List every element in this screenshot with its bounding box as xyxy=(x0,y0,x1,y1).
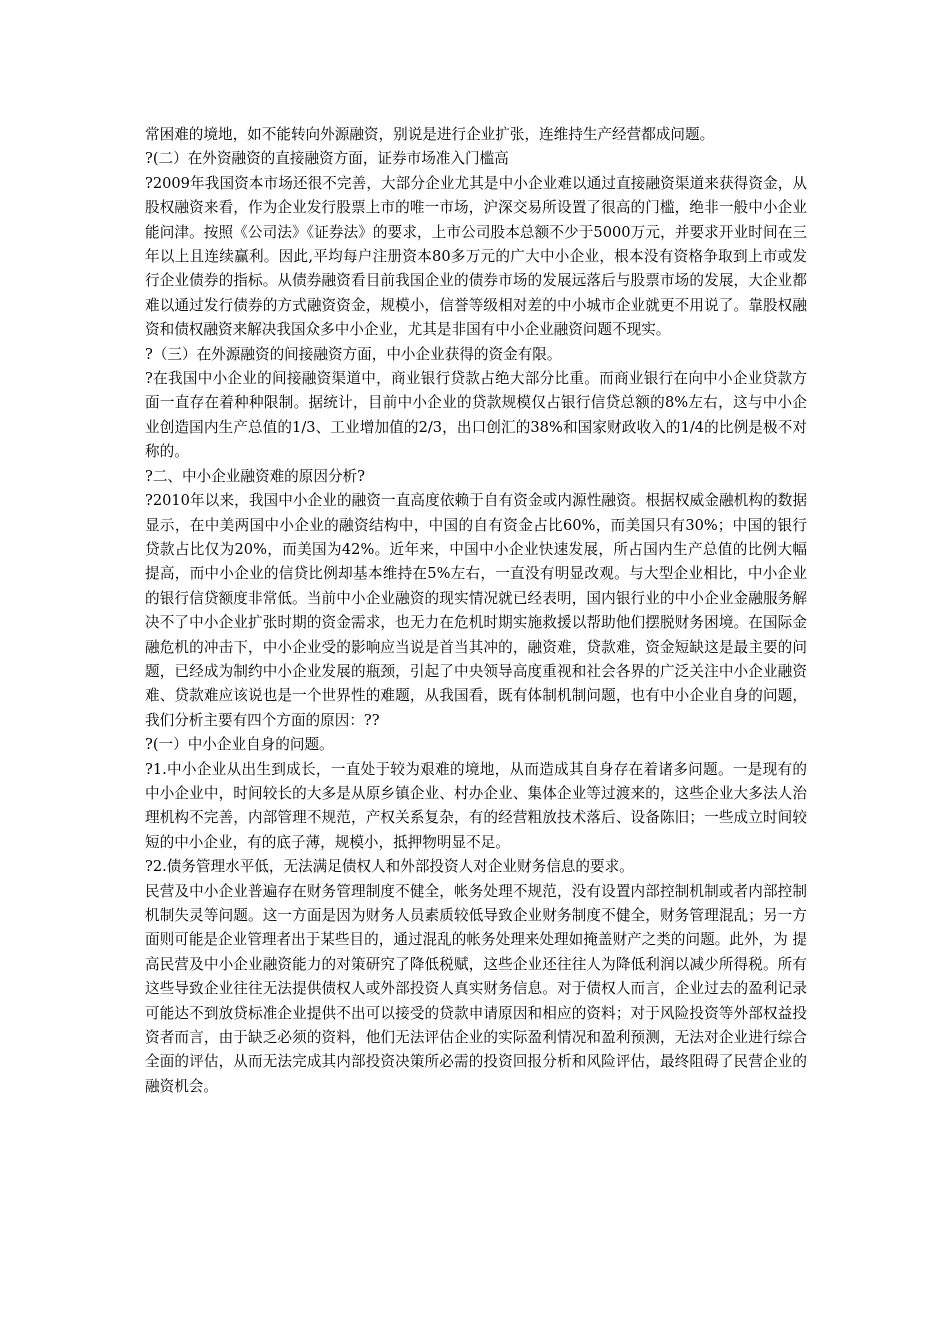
subheading-indirect-financing: ?（三）在外源融资的间接融资方面，中小企业获得的资金有限。 xyxy=(145,345,562,363)
paragraph-bank-loans: ?在我国中小企业的间接融资渠道中，商业银行贷款占绝大部分比重。而商业银行在向中小企业贷款方面一直存在着种种限制。据统计，目前中小企业的贷款规模仅占银行信贷总额的8%左右，这与中小企业创造国内生产总值的1/3、工业增加值的2/3，出口创汇的38%和国家财政收入的1/4的比例是极不对称的。 xyxy=(145,370,807,461)
paragraph-financial-management: 民营及中小企业普遍存在财务管理制度不健全，帐务处理不规范，没有设置内部控制机制或者内部控制机制失灵等问题。这一方面是因为财务人员素质较低导致企业财务制度不健全，财务管理混乱；另一方面则可能是企业管理者出于某些目的，通过混乱的帐务处理来处理如掩盖财产之类的问题。此外，为 提高民营及中小企业融资能力的对策研究了降低税赋，这些企业还往往人为降低利润以减少所得税。所有这些导致企业往往无法提供债权人或外部投资人真实财务信息。对于债权人而言，企业过去的盈利记录可能达不到放贷标准企业提供不出可以接受的贷款申请原因和相应的资料；对于风险投资等外部权益投资者而言，由于缺乏必须的资料，他们无法评估企业的实际盈利情况和盈利预测，无法对企业进行综合全面的评估，从而无法完成其内部投资决策所必需的投资回报分析和风险评估，最终阻碍了民营企业的融资机会。 xyxy=(145,882,807,1095)
document-body xyxy=(145,123,807,1099)
paragraph-capital-market: ?2009年我国资本市场还很不完善，大部分企业尤其是中小企业难以通过直接融资渠道来获得资金，从股权融资来看，作为企业发行股票上市的唯一市场，沪深交易所设置了很高的门槛，绝非一般中小企业能问津。按照《公司法》《证券法》的要求，上市公司股本总额不少于5000万元，并要求开业时间在三年以上且连续赢利。因此,平均每户注册资本80多万元的广大中小企业，根本没有资格争取到上市或发行企业债券的指标。从债券融资看目前我国企业的债券市场的发展远落后与股票市场的发展，大企业都难以通过发行债券的方式融资资金，规模小，信誉等级相对差的中小城市企业就更不用说了。靠股权融资和债权融资来解决我国众多中小企业，尤其是非国有中小企业融资问题不现实。 xyxy=(145,174,807,339)
paragraph-continuation: 常困难的境地，如不能转向外源融资，别说是进行企业扩张，连维持生产经营都成问题。 xyxy=(145,126,715,143)
paragraph-financing-structure: ?2010年以来，我国中小企业的融资一直高度依赖于自有资金或内源性融资。根据权威金融机构的数据显示，在中美两国中小企业的融资结构中，中国的自有资金占比60%，而美国只有30%；中国的银行贷款占比仅为20%，而美国为42%。近年来，中国中小企业快速发展，所占国内生产总值的比例大幅提高，而中小企业的信贷比例却基本维持在5%左右，一直没有明显改观。与大型企业相比，中小企业的银行信贷额度非常低。当前中小企业融资的现实情况就已经表明，国内银行业的中小企业金融服务解决不了中小企业扩张时期的资金需求，也无力在危机时期实施救援以帮助他们摆脱财务困境。在国际金融危机的冲击下，中小企业受的影响应当说是首当其冲的，融资难，贷款难，资金短缺这是最主要的问题，已经成为制约中小企业发展的瓶颈，引起了中央领导高度重视和社会各界的广泛关注中小企业融资难、贷款难应该说也是一个世界性的难题，从我国看，既有体制机制问题，也有中小企业自身的问题，我们分析主要有四个方面的原因：?? xyxy=(145,492,807,729)
heading-cause-analysis: ?二、中小企业融资难的原因分析? xyxy=(145,467,365,485)
paragraph-point-1: ?1.中小企业从出生到成长，一直处于较为艰难的境地，从而造成其自身存在着诸多问题。一是现有的中小企业中，时间较长的大多是从原乡镇企业、村办企业、集体企业等过渡来的，这些企业大多法人治理机构不完善，内部管理不规范，产权关系复杂，有的经营粗放技术落后、设备陈旧；一些成立时间较短的中小企业，有的底子薄，规模小，抵押物明显不足。 xyxy=(145,760,807,851)
subheading-direct-financing: ?(二）在外资融资的直接融资方面，证券市场准入门槛高 xyxy=(145,150,509,168)
paragraph-point-2-title: ?2.债务管理水平低，无法满足债权人和外部投资人对企业财务信息的要求。 xyxy=(145,858,634,876)
subheading-enterprise-problems: ?(一）中小企业自身的问题。 xyxy=(145,736,334,754)
